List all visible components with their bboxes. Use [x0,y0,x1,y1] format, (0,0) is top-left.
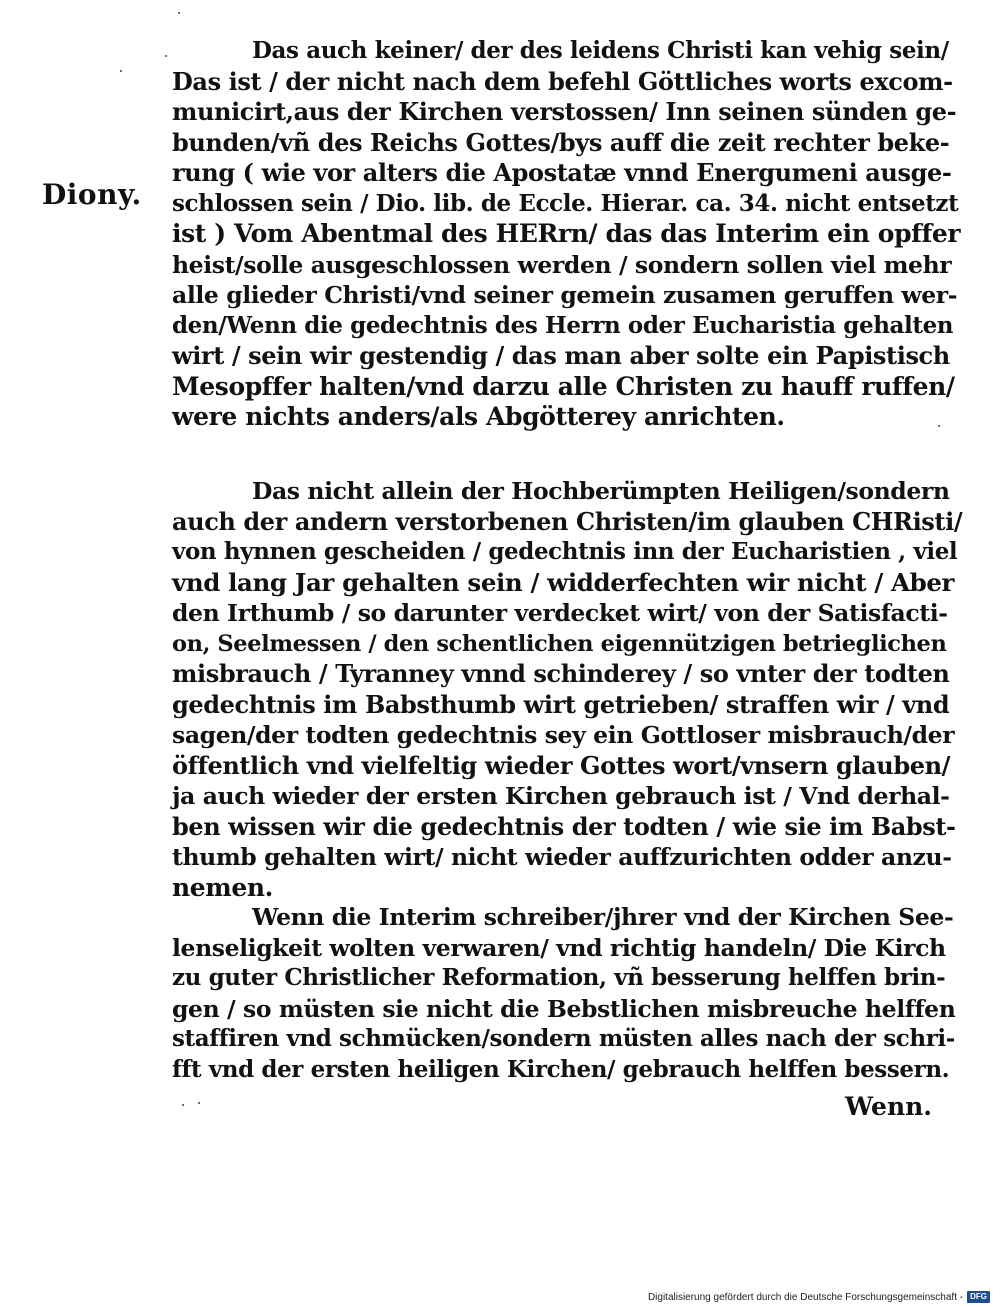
text-line: were nichts anders/als Abgötterey anrichten. [172,402,785,431]
catchword: Wenn. [845,1092,932,1121]
text-line: Das auch keiner/ der des leidens Christi kan vehig sein/ [252,37,949,64]
text-line: on, Seelmessen / den schentlichen eigennützigen betrieglichen [172,630,947,657]
text-line: heist/solle ausgeschlossen werden / sondern sollen viel mehr [172,250,952,279]
text-line: lenseligkeit wolten verwaren/ vnd richtig handeln/ Die Kirch [172,933,946,962]
footer-text: Digitalisierung gefördert durch die Deutsche Forschungsgemeinschaft - [647,1291,964,1303]
text-line: bunden/vñ des Reichs Gottes/bys auff die zeit rechter beke- [172,127,950,157]
text-line: von hynnen gescheiden / gedechtnis inn der Eucharistien , viel [172,538,958,565]
text-line: Das nicht allein der Hochberümpten Heiligen/sondern [252,477,950,505]
text-line: thumb gehalten wirt/ nicht wieder auffzurichten odder anzu- [172,843,952,871]
text-line: den/Wenn die gedechtnis des Herrn oder Eucharistia gehalten [172,311,954,339]
text-line: schlossen sein / Dio. lib. de Eccle. Hierar. ca. 34. nicht entsetzt [172,189,959,217]
text-line: den Irthumb / so darunter verdecket wirt/ von der Satisfacti- [172,599,948,627]
text-line: rung ( wie vor alters die Apostatæ vnnd Energumeni ausge- [172,158,952,187]
text-line: alle glieder Christi/vnd seiner gemein zusamen geruffen wer- [172,281,958,309]
text-line: Wenn die Interim schreiber/jhrer vnd der Kirchen See- [252,903,954,931]
text-line: municirt,aus der Kirchen verstossen/ Inn seinen sünden ge- [172,97,957,126]
digitization-footer [648,1291,990,1303]
text-line: staffiren vnd schmücken/sondern müsten alles nach der schri- [172,1025,955,1052]
text-line: gen / so müsten sie nicht die Bebstlichen misbreuche helffen [172,994,956,1023]
text-line: auch der andern verstorbenen Christen/im glauben CHRisti/ [172,506,963,536]
dfg-logo-icon: DFG [967,1291,990,1303]
text-line: sagen/der todten gedechtnis sey ein Gottloser misbrauch/der [172,721,955,749]
text-line: zu guter Christlicher Reformation, vñ besserung helffen brin- [172,964,946,991]
scan-speckle [120,70,122,72]
scan-speckle [165,55,167,57]
text-line: Das ist / der nicht nach dem befehl Göttliches worts excom- [172,66,953,96]
scan-speckle [198,1102,200,1104]
text-line: vnd lang Jar gehalten sein / widderfechten wir nicht / Aber [172,567,955,597]
scan-speckle [182,1104,184,1106]
paragraph-1 [172,36,962,433]
text-line: ja auch wieder der ersten Kirchen gebrauch ist / Vnd derhal- [172,782,950,810]
marginal-note: Diony. [42,178,142,211]
text-line: fft vnd der ersten heiligen Kirchen/ gebrauch helffen bessern. [172,1055,950,1083]
scan-speckle [178,12,180,14]
text-line: Mesopffer halten/vnd darzu alle Christen zu hauff ruffen/ [172,371,955,401]
paragraph-3 [172,902,962,1085]
text-line: gedechtnis im Babsthumb wirt getrieben/ straffen wir / vnd [172,689,950,719]
text-line: nemen. [172,872,273,902]
scan-speckle [938,425,940,427]
paragraph-2 [172,476,962,903]
text-line: ist ) Vom Abentmal des HERrn/ das das Interim ein opffer [172,219,961,248]
text-line: wirt / sein wir gestendig / das man aber solte ein Papistisch [172,341,950,370]
text-line: ben wissen wir die gedechtnis der todten / wie sie im Babst- [172,811,956,841]
text-line: misbrauch / Tyranney vnnd schinderey / so vnter der todten [172,659,950,688]
text-line: öffentlich vnd vielfeltig wieder Gottes wort/vnsern glauben/ [172,750,951,780]
